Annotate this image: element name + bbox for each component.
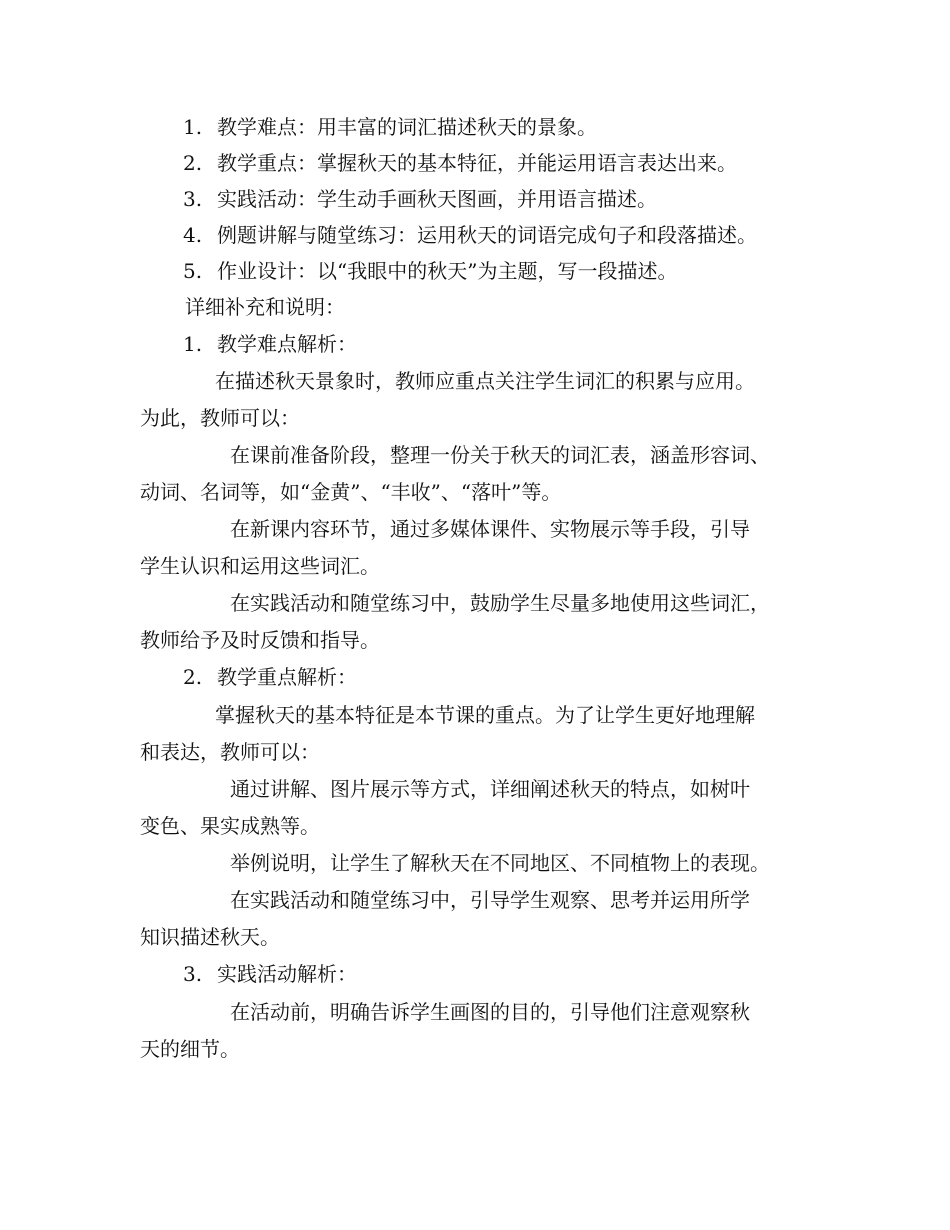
list-text: 作业设计：以“我眼中的秋天”为主题，写一段描述。 [217, 259, 678, 283]
paragraph-line: 为此，教师可以： [140, 406, 300, 430]
paragraph-line: 和表达，教师可以： [140, 740, 320, 764]
paragraph-line: 在新课内容环节，通过多媒体课件、实物展示等手段，引导 [230, 517, 750, 541]
section-heading [183, 959, 863, 989]
section-number: 2. [183, 665, 203, 689]
paragraph-line: 在实践活动和随堂练习中，引导学生观察、思考并运用所学 [230, 888, 750, 912]
list-item [183, 220, 863, 250]
section-number: 3. [183, 962, 203, 986]
list-item [183, 148, 863, 178]
list-number: 2. [183, 151, 203, 175]
section-heading [183, 662, 863, 692]
paragraph-line: 天的细节。 [140, 1037, 240, 1061]
list-text: 例题讲解与随堂练习：运用秋天的词语完成句子和段落描述。 [217, 223, 757, 247]
paragraph-line: 变色、果实成熟等。 [140, 814, 320, 838]
paragraph-line: 动词、名词等，如“金黄”、“丰收”、“落叶”等。 [140, 480, 562, 504]
paragraph-line: 知识描述秋天。 [140, 925, 280, 949]
list-item [183, 184, 863, 214]
list-item [183, 112, 863, 142]
paragraph-line: 通过讲解、图片展示等方式，详细阐述秋天的特点，如树叶 [230, 777, 750, 801]
list-text: 教学难点：用丰富的词汇描述秋天的景象。 [217, 115, 597, 139]
section-title: 实践活动解析： [217, 962, 357, 986]
supplement-heading: 详细补充和说明： [185, 295, 345, 319]
section-number: 1. [183, 332, 203, 356]
section-heading [183, 329, 863, 359]
list-number: 1. [183, 115, 203, 139]
paragraph-line: 掌握秋天的基本特征是本节课的重点。为了让学生更好地理解 [215, 703, 755, 727]
list-number: 5. [183, 259, 203, 283]
list-item [183, 256, 863, 286]
list-text: 教学重点：掌握秋天的基本特征，并能运用语言表达出来。 [217, 151, 737, 175]
paragraph-line: 在实践活动和随堂练习中，鼓励学生尽量多地使用这些词汇， [230, 591, 770, 615]
paragraph-line: 在活动前，明确告诉学生画图的目的，引导他们注意观察秋 [230, 1000, 750, 1024]
section-title: 教学难点解析： [217, 332, 357, 356]
paragraph-line: 在课前准备阶段，整理一份关于秋天的词汇表，涵盖形容词、 [230, 443, 770, 467]
section-title: 教学重点解析： [217, 665, 357, 689]
paragraph-line: 教师给予及时反馈和指导。 [140, 628, 380, 652]
paragraph-line: 在描述秋天景象时，教师应重点关注学生词汇的积累与应用。 [215, 369, 755, 393]
list-number: 4. [183, 223, 203, 247]
list-number: 3. [183, 187, 203, 211]
paragraph-line: 学生认识和运用这些词汇。 [140, 554, 380, 578]
list-text: 实践活动：学生动手画秋天图画，并用语言描述。 [217, 187, 657, 211]
paragraph-line: 举例说明，让学生了解秋天在不同地区、不同植物上的表现。 [230, 851, 770, 875]
